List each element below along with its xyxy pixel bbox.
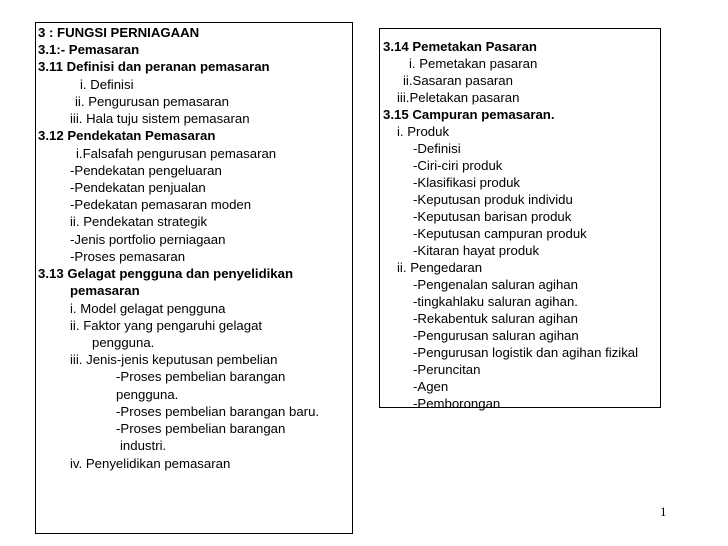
outline-item: ii. Pengedaran — [397, 260, 483, 275]
section-heading-3-15: 3.15 Campuran pemasaran. — [383, 107, 555, 122]
outline-item: -Proses pembelian barangan — [116, 421, 286, 436]
outline-item: i. Definisi — [80, 77, 134, 92]
section-heading-3-12: 3.12 Pendekatan Pemasaran — [38, 128, 216, 143]
section-heading-3-1: 3.1:- Pemasaran — [38, 42, 140, 57]
outline-item: pengguna. — [116, 387, 179, 402]
outline-item: -Agen — [413, 379, 449, 394]
outline-item: ii. Pengurusan pemasaran — [75, 94, 229, 109]
outline-item: -Pendekatan penjualan — [70, 180, 206, 195]
outline-item: -Ciri-ciri produk — [413, 158, 503, 173]
outline-item: -Rekabentuk saluran agihan — [413, 311, 578, 326]
outline-item: pengguna. — [92, 335, 155, 350]
outline-item: -Definisi — [413, 141, 461, 156]
outline-item: -Proses pemasaran — [70, 249, 186, 264]
outline-item: industri. — [120, 438, 167, 453]
outline-item: -Kitaran hayat produk — [413, 243, 540, 258]
outline-item: ii.Sasaran pasaran — [403, 73, 513, 88]
outline-item: -Pengurusan saluran agihan — [413, 328, 579, 343]
outline-item: -Keputusan produk individu — [413, 192, 573, 207]
outline-item: -Keputusan barisan produk — [413, 209, 572, 224]
chapter-heading: 3 : FUNGSI PERNIAGAAN — [38, 25, 200, 40]
outline-item: -Jenis portfolio perniagaan — [70, 232, 226, 247]
outline-item: ii. Pendekatan strategik — [70, 214, 208, 229]
section-heading-3-14: 3.14 Pemetakan Pasaran — [383, 39, 537, 54]
outline-item: -Keputusan campuran produk — [413, 226, 587, 241]
outline-item: -Pengenalan saluran agihan — [413, 277, 578, 292]
outline-item: -Peruncitan — [413, 362, 481, 377]
outline-item: iii. Jenis-jenis keputusan pembelian — [70, 352, 278, 367]
outline-item: -Klasifikasi produk — [413, 175, 521, 190]
outline-item: -Pedekatan pemasaran moden — [70, 197, 252, 212]
outline-item: i.Falsafah pengurusan pemasaran — [76, 146, 277, 161]
outline-item: -Pengurusan logistik dan agihan fizikal — [413, 345, 639, 360]
page-number: 1 — [660, 504, 667, 519]
section-heading-3-11: 3.11 Definisi dan peranan pemasaran — [38, 59, 270, 74]
outline-item: i. Pemetakan pasaran — [409, 56, 538, 71]
section-heading-3-13-cont: pemasaran — [70, 283, 140, 298]
section-heading-3-13: 3.13 Gelagat pengguna dan penyelidikan — [38, 266, 294, 281]
outline-item: -tingkahlaku saluran agihan. — [413, 294, 578, 309]
outline-item: -Pendekatan pengeluaran — [70, 163, 222, 178]
outline-item: iv. Penyelidikan pemasaran — [70, 456, 231, 471]
outline-item: i. Model gelagat pengguna — [70, 301, 226, 316]
outline-item: i. Produk — [397, 124, 450, 139]
outline-item: -Pemborongan — [413, 396, 501, 411]
outline-item: iii. Hala tuju sistem pemasaran — [70, 111, 250, 126]
outline-item: -Proses pembelian barangan baru. — [116, 404, 320, 419]
outline-item: ii. Faktor yang pengaruhi gelagat — [70, 318, 263, 333]
outline-item: -Proses pembelian barangan — [116, 369, 286, 384]
outline-item: iii.Peletakan pasaran — [397, 90, 520, 105]
